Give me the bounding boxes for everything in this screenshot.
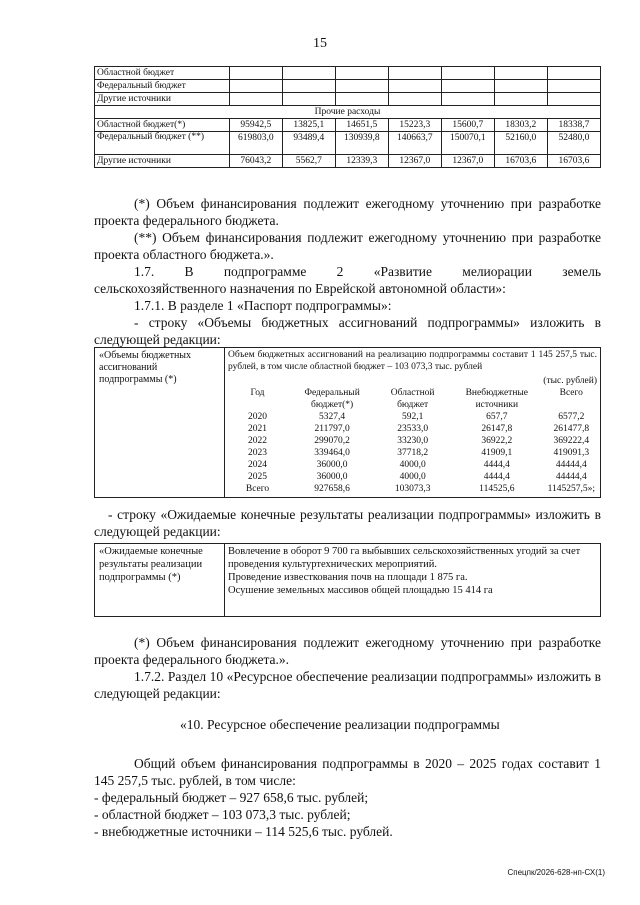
- cell: 927658,6: [314, 484, 350, 494]
- cell: 130939,8: [335, 132, 388, 155]
- column-header: Всего: [559, 388, 583, 398]
- cell: 114525,6: [479, 484, 515, 494]
- row-label: Федеральный бюджет (**): [95, 132, 230, 155]
- table-row: [228, 411, 597, 423]
- cell: 18338,7: [547, 119, 600, 132]
- clause-1-7: 1.7. В подпрограмме 2 «Развитие мелиорации земель: [134, 264, 601, 279]
- table-row: [95, 132, 601, 155]
- cell: 36000,0: [316, 460, 348, 470]
- result-item: Осушение земельных массивов общей площадью 15 414 га: [228, 585, 493, 596]
- row-label: Федеральный бюджет: [95, 80, 230, 93]
- row-label: Другие источники: [95, 93, 230, 106]
- table-row: [95, 67, 601, 80]
- column-header: Областной бюджет: [390, 388, 435, 410]
- budget-intro: Объем бюджетных ассигнований на реализацию подпрограммы составит 1 145 257,5 тыс. рублей, в том числе областной бюджет – 103 073,3 тыс. рублей: [228, 350, 597, 372]
- table-row: [228, 447, 597, 459]
- section-heading: «10. Ресурсное обеспечение реализации подпрограммы: [180, 717, 500, 732]
- cell: 619803,0: [229, 132, 282, 155]
- bullet-offbudget: - внебюджетные источники – 114 525,6 тыс. рублей.: [94, 824, 393, 839]
- cell: 23533,0: [397, 424, 429, 434]
- table-row: [95, 80, 601, 93]
- cell: 299070,2: [314, 436, 350, 446]
- cell: 12339,3: [335, 155, 388, 168]
- column-header: Год: [250, 388, 265, 398]
- bullet-regional: - областной бюджет – 103 073,3 тыс. рублей;: [94, 807, 351, 822]
- cell: 2023: [248, 448, 268, 458]
- row-label: Другие источники: [95, 155, 230, 168]
- table-header-row: [228, 387, 597, 411]
- cell: 36922,2: [481, 436, 513, 446]
- page-number: 15: [313, 36, 327, 51]
- cell: 15223,3: [388, 119, 441, 132]
- cell: 93489,4: [282, 132, 335, 155]
- cell: 12367,0: [441, 155, 494, 168]
- table-row: [95, 544, 601, 617]
- cell: 18303,2: [494, 119, 547, 132]
- cell: 339464,0: [314, 448, 350, 458]
- cell: 14651,5: [335, 119, 388, 132]
- table-row: [228, 423, 597, 435]
- cell: 44444,4: [555, 472, 587, 482]
- cell: 37718,2: [397, 448, 429, 458]
- cell: 2022: [248, 436, 268, 446]
- row-label: «Ожидаемые конечные результаты реализации подпрограммы (*): [95, 544, 225, 617]
- cell: 4000,0: [399, 472, 426, 482]
- cell: 1145257,5»;: [547, 484, 595, 494]
- cell: 4000,0: [399, 460, 426, 470]
- footnote-federal-2: (*) Объем финансирования подлежит ежегодному уточнению при разработке проекта федерального бюджета.».: [94, 635, 601, 667]
- column-header: Внебюджетные источники: [465, 388, 529, 410]
- section-header: Прочие расходы: [95, 106, 601, 119]
- cell: 4444,4: [483, 472, 510, 482]
- cell: 369222,4: [553, 436, 590, 446]
- cell: 16703,6: [547, 155, 600, 168]
- cell: 16703,6: [494, 155, 547, 168]
- cell: 419091,3: [553, 448, 590, 458]
- cell: 261477,8: [553, 424, 590, 434]
- unit-label: (тыс. рублей): [543, 376, 597, 386]
- cell: 211797,0: [314, 424, 350, 434]
- cell: 657,7: [486, 412, 508, 422]
- result-item: Проведение известкования почв на площади 1 875 га.: [228, 572, 468, 583]
- table-row: [228, 435, 597, 447]
- cell: Всего: [245, 484, 270, 494]
- table-section-header: [95, 106, 601, 119]
- cell: 95942,5: [229, 119, 282, 132]
- cell: 2024: [248, 460, 268, 470]
- clause-budget-line: - строку «Объемы бюджетных ассигнований подпрограммы» изложить в следующей редакции:: [94, 315, 601, 347]
- cell: 4444,4: [483, 460, 510, 470]
- cell: 33230,0: [397, 436, 429, 446]
- top-budget-table: [94, 66, 601, 168]
- clause-1-7-1: 1.7.1. В разделе 1 «Паспорт подпрограммы»:: [134, 298, 392, 313]
- result-item: Вовлечение в оборот 9 700 га выбывших сельскохозяйственных угодий за счет проведения культуртехнических мероприятий.: [228, 546, 581, 570]
- cell: 26147,8: [481, 424, 513, 434]
- row-label: «Объемы бюджетных ассигнований подпрограммы (*): [95, 348, 225, 498]
- cell: 44444,4: [555, 460, 587, 470]
- cell: 36000,0: [316, 472, 348, 482]
- cell: 140663,7: [388, 132, 441, 155]
- passport-results-table: [94, 543, 601, 617]
- cell: 2021: [248, 424, 268, 434]
- cell: 6577,2: [558, 412, 585, 422]
- cell: 12367,0: [388, 155, 441, 168]
- cell: 52160,0: [494, 132, 547, 155]
- cell: 5327,4: [319, 412, 346, 422]
- clause-results-line: - строку «Ожидаемые конечные результаты реализации подпрограммы» изложить в следующей редакции:: [94, 507, 601, 539]
- table-row: [95, 348, 601, 498]
- cell: 5562,7: [282, 155, 335, 168]
- row-label: Областной бюджет: [95, 67, 230, 80]
- cell: 15600,7: [441, 119, 494, 132]
- cell: 2020: [248, 412, 268, 422]
- document-code: Спецпк/2026-628-нп-СХ(1): [507, 868, 605, 877]
- clause-1-7-cont: сельскохозяйственного назначения по Еврейской автономной области»:: [94, 281, 506, 296]
- table-row: [228, 459, 597, 471]
- footnote-federal: (*) Объем финансирования подлежит ежегодному уточнению при разработке проекта федерального бюджета.: [94, 196, 601, 228]
- table-row-total: [228, 483, 597, 495]
- table-row: [95, 155, 601, 168]
- row-label: Областной бюджет(*): [95, 119, 230, 132]
- bullet-federal: - федеральный бюджет – 927 658,6 тыс. рублей;: [94, 790, 369, 805]
- cell: 41909,1: [481, 448, 513, 458]
- footnote-regional: (**) Объем финансирования подлежит ежегодному уточнению при разработке проекта областного бюджета.».: [94, 230, 601, 262]
- cell: 2025: [248, 472, 268, 482]
- table-row: [95, 93, 601, 106]
- budget-year-table: [228, 387, 597, 495]
- clause-1-7-2: 1.7.2. Раздел 10 «Ресурсное обеспечение реализации подпрограммы» изложить в следующей редакции:: [94, 669, 601, 701]
- total-financing: Общий объем финансирования подпрограммы в 2020 – 2025 годах составит 1 145 257,5 тыс. рублей, в том числе:: [94, 756, 601, 788]
- column-header: Федеральный бюджет(*): [304, 388, 360, 410]
- passport-budget-table: [94, 347, 601, 498]
- cell: 150070,1: [441, 132, 494, 155]
- cell: 52480,0: [547, 132, 600, 155]
- table-row: [95, 119, 601, 132]
- cell: 592,1: [401, 412, 424, 422]
- cell: 76043,2: [229, 155, 282, 168]
- cell: 13825,1: [282, 119, 335, 132]
- cell: 103073,3: [394, 484, 431, 494]
- table-row: [228, 471, 597, 483]
